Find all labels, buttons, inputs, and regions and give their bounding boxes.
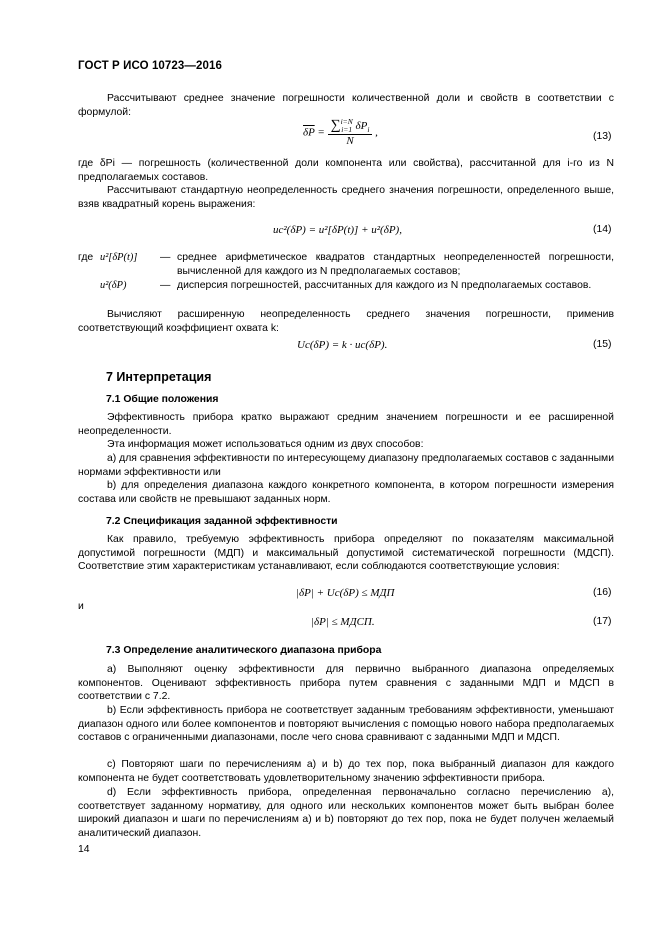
- equation-14-number: (14): [593, 224, 612, 235]
- equation-16: |δP| + Uc(δP) ≤ МДП: [296, 587, 395, 599]
- eq13-numerator-sub: i: [367, 125, 370, 134]
- paragraph-error-definition: где δPi — погрешность (количественной доли компонента или свойства), рассчитанной для i-го из N предполагаемых составов.: [78, 158, 614, 183]
- page-number: 14: [78, 844, 90, 855]
- s73-item-a: a) Выполняют оценку эффективности для первично выбранного диапазона определяемых компонентов. Оценивают эффективность прибора путем сравнения с заданными МДП и МДСП в соответствии с 7.2.: [78, 664, 614, 702]
- document-header: ГОСТ Р ИСО 10723—2016: [78, 60, 223, 72]
- paragraph-expanded-uncertainty: Вычисляют расширенную неопределенность среднего значения погрешности, применив соответствующий коэффициент охвата k:: [78, 309, 614, 334]
- eq13-sum-bottom: i=1: [341, 125, 353, 135]
- section-7-3-title: 7.3 Определение аналитического диапазона прибора: [106, 645, 382, 656]
- definition-dash-1: —: [160, 252, 171, 263]
- s71-paragraph-2: Эта информация может использоваться одним из двух способов:: [107, 439, 424, 450]
- definition-dash-2: —: [160, 280, 171, 291]
- equation-17-number: (17): [593, 616, 612, 627]
- definition-text-1: среднее арифметическое квадратов стандартных неопределенностей погрешности, вычисленной для каждого из N предполагаемых составов;: [177, 252, 614, 277]
- s72-paragraph-1: Как правило, требуемую эффективность прибора определяют по показателям максимальной допустимой погрешности (МДП) и максимальный допустимой систематической погрешности (МДСП). Соответствие этим характеристикам устанавливают, если соблюдаются соответствующие условия:: [78, 534, 614, 572]
- eq13-numerator: δP: [355, 120, 368, 132]
- paragraph-std-uncertainty: Рассчитывают стандартную неопределенность среднего значения погрешности, определенного выше, взяв квадратный корень выражения:: [78, 185, 614, 210]
- equation-13-number: (13): [593, 131, 612, 142]
- equation-14: uc²(δP) = u²[δP(t)] + u²(δP),: [273, 224, 402, 236]
- definition-prefix: где: [78, 252, 94, 263]
- equation-13: $\overline{\delta P}$ = ∑ i=N i=1 $\delta P_i$ N ,: [303, 117, 378, 148]
- s73-item-b: b) Если эффективность прибора не соответствует заданным требованиям эффективности, уменьшают диапазон одного или более компонентов и повторяют вычисления с помощью нового набора предполагаемых составов с ограниченными диапазонами, после чего снова сравнивают с заданными МДП и МДСП.: [78, 705, 614, 743]
- section-7-1-title: 7.1 Общие положения: [106, 394, 219, 405]
- definition-symbol-1: u²[δP(t)]: [100, 252, 138, 263]
- paragraph-mean-error: Рассчитывают среднее значение погрешности количественной доли и свойств в соответствии с формулой:: [78, 93, 614, 118]
- equation-15-number: (15): [593, 339, 612, 350]
- section-7-2-title: 7.2 Спецификация заданной эффективности: [106, 516, 338, 527]
- s73-item-d: d) Если эффективность прибора, определенная первоначально согласно перечислению a), соответствует заданному нормативу, для одного или нескольких компонентов может быть выбран более широкий диапазон и шаги по перечислениям a) и b) повторяют до тех пор, пока не будет получен желаемый аналитический диапазон.: [78, 787, 614, 839]
- conjunction-and: и: [78, 601, 84, 612]
- eq13-denominator: N: [346, 135, 354, 148]
- s71-list-item-b: b) для определения диапазона каждого конкретного компонента, в котором погрешности измерения состава или свойств не превышают заданных норм.: [78, 480, 614, 505]
- equation-15: Uc(δP) = k · uc(δP).: [297, 339, 388, 351]
- s71-list-item-a: a) для сравнения эффективности по интересующему диапазону предполагаемых составов с заданными нормами эффективности или: [78, 453, 614, 478]
- definition-text-2: дисперсия погрешностей, рассчитанных для каждого из N предполагаемых составов.: [177, 280, 592, 291]
- s73-item-c: c) Повторяют шаги по перечислениям a) и b) до тех пор, пока выбранный диапазон для каждого компонента не будет соответствовать удовлетворительному значению эффективности прибора.: [78, 759, 614, 784]
- section-7-title: 7 Интерпретация: [106, 370, 212, 384]
- eq13-lhs: $\overline{\delta P}$: [303, 126, 315, 139]
- definition-symbol-2: u²(δP): [100, 280, 127, 291]
- equation-17: |δP| ≤ МДСП.: [311, 616, 375, 628]
- equation-16-number: (16): [593, 587, 612, 598]
- s71-paragraph-1: Эффективность прибора кратко выражают средним значением погрешности и ее расширенной неопределенности.: [78, 412, 614, 437]
- eq13-sum-top: i=N: [340, 117, 353, 127]
